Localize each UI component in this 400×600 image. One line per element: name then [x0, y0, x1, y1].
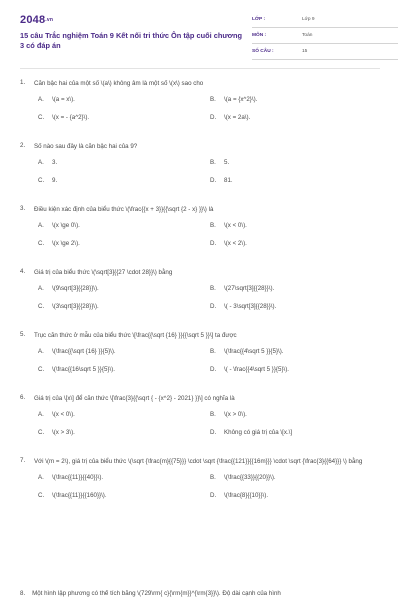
option-text: \(x = - {a^2}\).	[52, 114, 90, 121]
options-row	[38, 285, 382, 303]
option-letter: B.	[210, 159, 216, 166]
option-letter: B.	[210, 285, 216, 292]
answer-option[interactable]	[38, 303, 210, 321]
answer-option[interactable]	[38, 492, 210, 510]
answer-options	[38, 474, 382, 510]
option-letter: D.	[210, 303, 217, 310]
option-text: \(x < 0\).	[224, 222, 247, 229]
answer-option[interactable]	[38, 177, 210, 195]
question-number: 1.	[20, 79, 26, 86]
options-row	[38, 366, 382, 384]
option-text: \(x \ge 0\).	[52, 222, 80, 229]
option-text: Không có giá trị của \[x.\]	[224, 429, 293, 436]
option-letter: D.	[210, 114, 217, 121]
answer-option[interactable]	[210, 177, 382, 195]
logo-suffix: .vn	[45, 17, 54, 24]
option-text: 81.	[224, 177, 233, 184]
question-number: 3.	[20, 205, 26, 212]
option-text: 3.	[52, 159, 58, 166]
options-row	[38, 348, 382, 366]
option-text: \(x > 0\).	[224, 411, 247, 418]
question-text: Căn bậc hai của một số \(a\) không âm là một số \(x\) sao cho	[34, 80, 204, 87]
options-row	[38, 96, 382, 114]
answer-option[interactable]	[38, 222, 210, 240]
answer-option[interactable]	[38, 96, 210, 114]
question-2	[20, 142, 382, 195]
answer-options	[38, 159, 382, 195]
meta-value: Toán	[302, 33, 313, 38]
question-number: 8.	[20, 590, 26, 597]
question-text: Số nào sau đây là căn bậc hai của 9?	[34, 143, 138, 150]
question-list	[20, 79, 382, 520]
option-letter: A.	[38, 411, 44, 418]
option-letter: C.	[38, 429, 45, 436]
logo-text: 2048	[20, 14, 46, 26]
header-divider	[20, 68, 380, 69]
answer-option[interactable]	[210, 348, 382, 366]
option-letter: A.	[38, 474, 44, 481]
option-letter: D.	[210, 240, 217, 247]
option-text: \(\frac{{33}}{{20}}\).	[224, 474, 276, 481]
answer-option[interactable]	[210, 159, 382, 177]
answer-options	[38, 222, 382, 258]
answer-option[interactable]	[210, 411, 382, 429]
option-text: 9.	[52, 177, 58, 184]
question-number: 2.	[20, 142, 26, 149]
options-row	[38, 492, 382, 510]
option-text: \(a = x\).	[52, 96, 75, 103]
answer-option[interactable]	[38, 429, 210, 447]
answer-option[interactable]	[38, 285, 210, 303]
option-letter: A.	[38, 348, 44, 355]
answer-option[interactable]	[38, 240, 210, 258]
options-row	[38, 159, 382, 177]
option-text: \(x < 0\).	[52, 411, 75, 418]
option-text: \(\frac{{11}}{{160}}\).	[52, 492, 107, 499]
option-text: \(\frac{{\sqrt {16} }}{5}\).	[52, 348, 116, 355]
question-number: 5.	[20, 331, 26, 338]
option-letter: C.	[38, 114, 45, 121]
answer-option[interactable]	[38, 411, 210, 429]
question-number: 6.	[20, 394, 26, 401]
answer-option[interactable]	[38, 348, 210, 366]
option-letter: A.	[38, 222, 44, 229]
option-letter: C.	[38, 177, 45, 184]
option-letter: D.	[210, 366, 217, 373]
option-letter: C.	[38, 492, 45, 499]
site-logo[interactable]	[20, 14, 53, 26]
options-row	[38, 474, 382, 492]
answer-option[interactable]	[210, 303, 382, 321]
question-7	[20, 457, 382, 510]
meta-label: MÔN :	[252, 33, 267, 38]
option-letter: C.	[38, 240, 45, 247]
option-letter: B.	[210, 96, 216, 103]
meta-label: SỐ CÂU :	[252, 49, 274, 54]
meta-table	[252, 14, 398, 62]
question-cutoff	[20, 590, 382, 597]
question-number: 4.	[20, 268, 26, 275]
option-text: \( - 3\sqrt[3]{{28}}\).	[224, 303, 277, 310]
question-1	[20, 79, 382, 132]
option-text: \(\frac{{11}}{{40}}\).	[52, 474, 104, 481]
answer-option[interactable]	[210, 429, 382, 447]
options-row	[38, 429, 382, 447]
option-text: \( - \frac{{4\sqrt 5 }}{5}\).	[224, 366, 290, 373]
question-3	[20, 205, 382, 258]
answer-option[interactable]	[210, 96, 382, 114]
question-text: Với \(m = 2\), giá trị của biểu thức \(\sqrt {\frac{m}{{75}}} \cdot \sqrt {\frac{{121}}{{16m}}} \cdot \sqrt {\frac{3}{{64}}} \) bằng	[34, 458, 363, 465]
option-letter: A.	[38, 285, 44, 292]
option-letter: B.	[210, 222, 216, 229]
option-text: \(3\sqrt[3]{{28}}\).	[52, 303, 99, 310]
question-text: Một hình lập phương có thể tích bằng \(729\rm{ c}{\rm{m}}^{\rm{3}}\). Độ dài cạnh của hình	[32, 590, 281, 597]
answer-options	[38, 348, 382, 384]
option-letter: C.	[38, 303, 45, 310]
option-text: \(9\sqrt[3]{{28}}\).	[52, 285, 99, 292]
answer-options	[38, 411, 382, 447]
options-row	[38, 411, 382, 429]
question-number: 7.	[20, 457, 26, 464]
answer-option[interactable]	[210, 222, 382, 240]
document-header	[20, 14, 390, 66]
question-text: Giá trị của \[x\] để căn thức \[\frac{3}{{\sqrt { - {x^2} - 2021} }}\] có nghĩa là	[34, 395, 235, 402]
answer-options	[38, 96, 382, 132]
option-text: \(27\sqrt[3]{{28}}\).	[224, 285, 275, 292]
answer-option[interactable]	[38, 159, 210, 177]
answer-options	[38, 285, 382, 321]
option-letter: B.	[210, 348, 216, 355]
answer-option[interactable]	[210, 114, 382, 132]
answer-option[interactable]	[38, 474, 210, 492]
option-letter: B.	[210, 474, 216, 481]
option-letter: D.	[210, 177, 217, 184]
option-letter: A.	[38, 96, 44, 103]
answer-option[interactable]	[38, 366, 210, 384]
meta-row-count	[252, 46, 398, 60]
option-letter: D.	[210, 492, 217, 499]
options-row	[38, 177, 382, 195]
answer-option[interactable]	[38, 114, 210, 132]
document-title: 15 câu Trắc nghiệm Toán 9 Kết nối tri thức Ôn tập cuối chương 3 có đáp án	[20, 31, 242, 50]
answer-option[interactable]	[210, 285, 382, 303]
question-6	[20, 394, 382, 447]
meta-value: 15	[302, 49, 308, 54]
answer-option[interactable]	[210, 366, 382, 384]
answer-option[interactable]	[210, 240, 382, 258]
option-text: \(x = 2a\).	[224, 114, 251, 121]
options-row	[38, 240, 382, 258]
options-row	[38, 222, 382, 240]
option-text: \(a = {x^2}\).	[224, 96, 258, 103]
option-text: \(\frac{{16\sqrt 5 }}{5}\).	[52, 366, 115, 373]
option-letter: B.	[210, 411, 216, 418]
question-4	[20, 268, 382, 321]
option-text: \(\frac{8}{{10}}\).	[224, 492, 269, 499]
meta-row-subject	[252, 30, 398, 44]
question-text: Trục căn thức ở mẫu của biểu thức \[\frac{{\sqrt {16} }}{{\sqrt 5 }}\] ta được	[34, 332, 237, 339]
meta-row-grade	[252, 14, 398, 28]
answer-option[interactable]	[210, 492, 382, 510]
option-text: \(x < 2\).	[224, 240, 247, 247]
meta-value: Lớp 9	[302, 17, 315, 22]
option-letter: A.	[38, 159, 44, 166]
option-text: \(x > 3\).	[52, 429, 75, 436]
option-letter: C.	[38, 366, 45, 373]
meta-label: LỚP :	[252, 17, 266, 22]
option-text: \(\frac{{4\sqrt 5 }}{5}\).	[224, 348, 284, 355]
option-text: 5.	[224, 159, 230, 166]
options-row	[38, 303, 382, 321]
question-text: Giá trị của biểu thức \(\sqrt[3]{{27 \cdot 28}}\) bằng	[34, 269, 173, 276]
option-letter: D.	[210, 429, 217, 436]
option-text: \(x \ge 2\).	[52, 240, 80, 247]
question-5	[20, 331, 382, 384]
question-text: Điều kiện xác định của biểu thức \(\frac{{x + 3}}{{\sqrt {2 - x} }}\) là	[34, 206, 214, 213]
options-row	[38, 114, 382, 132]
answer-option[interactable]	[210, 474, 382, 492]
